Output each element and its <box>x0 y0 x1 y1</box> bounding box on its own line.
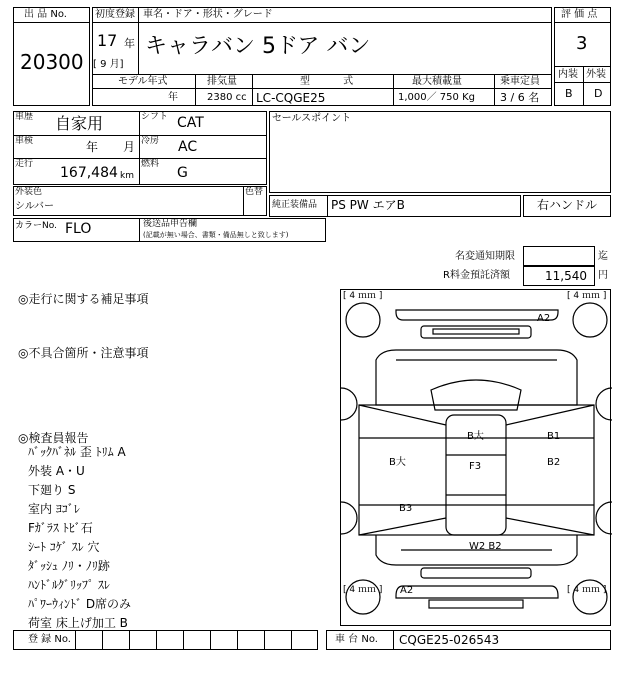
shift: CAT <box>177 115 204 131</box>
tire-fr-label: [ 4 ｍｍ ] <box>567 291 607 301</box>
color: シルバー <box>15 201 55 212</box>
displacement-label: 排気量 <box>207 76 237 87</box>
lot-number: 20300 <box>20 50 84 74</box>
year-unit: 年 <box>124 37 135 50</box>
history-label: 車歴 <box>15 112 34 122</box>
post-docs-label: 後送品申告欄 <box>143 219 198 229</box>
notice-label: 名変通知期限 <box>455 251 515 262</box>
recycle-unit: 円 <box>598 270 608 281</box>
mark-roof: B大 <box>467 431 484 442</box>
notice-box <box>523 246 595 266</box>
color-label: 外装色 <box>15 187 43 197</box>
mark-rear-bumper: A2 <box>400 585 414 596</box>
inspection-label: 車検 <box>15 136 34 146</box>
mark-front-bumper: A2 <box>537 313 551 324</box>
mileage-unit: km <box>120 171 134 181</box>
equipment: PS PW エアB <box>331 198 405 212</box>
lot-number-label: 出 品 No. <box>24 9 67 20</box>
color-no: FLO <box>65 221 92 237</box>
rear-grille <box>421 568 531 578</box>
max-load-label: 最大積載量 <box>412 76 462 87</box>
handle: 右ハンドル <box>537 198 598 212</box>
inspection-year: 年 <box>86 140 99 154</box>
ac: AC <box>178 139 198 155</box>
details-box <box>13 111 267 185</box>
mileage: 167,484 <box>60 165 118 181</box>
inspection-month: 月 <box>123 140 136 154</box>
list-item: ﾊﾝﾄﾞﾙｸﾞﾘｯﾌﾟ ｽﾚ <box>28 578 110 592</box>
defect-notes-label: ◎不具合箇所・注意事項 <box>18 346 149 360</box>
displacement: 2380 cc <box>207 92 247 103</box>
list-item: ﾊﾟﾜｰｳｨﾝﾄﾞ D席のみ <box>28 597 132 611</box>
rear-bumper <box>396 586 558 598</box>
reg-no-label: 登 録 No. <box>28 634 71 645</box>
mark-right-front: B1 <box>547 431 561 442</box>
recycle-label: R料金預託済額 <box>443 270 510 281</box>
chassis-label: 車 台 No. <box>335 634 378 645</box>
capacity: 3 / 6 名 <box>500 91 540 104</box>
sales-point-label: セールスポイント <box>272 113 352 124</box>
max-load: 1,000／ 750 Kg <box>398 92 475 103</box>
car-name: キャラバン 5ドア バン <box>145 34 371 59</box>
tire-fl-label: [ 4 ｍｍ ] <box>343 291 383 301</box>
fuel-label: 燃料 <box>141 159 160 169</box>
color-change-label: 色替 <box>245 187 264 197</box>
list-item: ﾊﾞｯｸﾊﾞﾈﾙ 歪 ﾄﾘﾑ A <box>28 445 126 459</box>
tire-rr-label: [ 4 ｍｍ ] <box>567 585 607 595</box>
car-name-label: 車名・ドア・形状・グレード <box>143 9 273 20</box>
shift-label: シフト <box>141 112 169 122</box>
tire-rl-label: [ 4 ｍｍ ] <box>343 585 383 595</box>
capacity-label: 乗車定員 <box>500 76 540 87</box>
car-diagram-box <box>340 289 611 626</box>
mark-right-mid: B2 <box>547 457 561 468</box>
grade-label: 評 価 点 <box>561 9 598 20</box>
type: LC-CQGE25 <box>256 91 326 105</box>
recycle: 11,540 <box>545 269 587 283</box>
list-item: 下廻り S <box>28 483 76 497</box>
inspector-report-label: ◎検査員報告 <box>18 431 89 445</box>
interior-grade-label: 内装 <box>558 69 578 80</box>
first-reg-year: 17 <box>97 31 118 50</box>
overall-grade: 3 <box>576 33 588 54</box>
ac-label: 冷房 <box>141 136 160 146</box>
history: 自家用 <box>55 114 104 133</box>
list-item: 外装 A・U <box>28 464 85 478</box>
list-item: Fｶﾞﾗｽ ﾄﾋﾞ石 <box>28 521 93 535</box>
post-docs-note: (記載が無い場合、書類・備品無しと致します) <box>143 231 289 239</box>
exterior-grade-label: 外装 <box>586 69 606 80</box>
color-no-label: カラーNo. <box>15 221 57 231</box>
tire-front-left <box>346 303 380 337</box>
front-grille <box>421 326 531 338</box>
list-item: 室内 ﾖｺﾞﾚ <box>28 502 80 516</box>
interior-grade: B <box>565 87 573 100</box>
mark-left-rear: B3 <box>399 503 413 514</box>
list-item: ｼｰﾄ ｺｹﾞ ｽﾚ 穴 <box>28 540 100 554</box>
type-label: 型 式 <box>300 76 354 87</box>
list-item: ﾀﾞｯｼｭ ﾉﾘ・ﾉﾘ跡 <box>28 559 110 573</box>
mark-rear: W2 B2 <box>469 541 502 552</box>
first-reg-month: [ 9 月] <box>93 59 124 70</box>
mileage-label: 走行 <box>15 159 34 169</box>
model-year-unit: 年 <box>168 92 178 103</box>
notice-unit: 迄 <box>598 251 608 262</box>
mark-center: F3 <box>469 461 482 472</box>
equipment-label: 純正装備品 <box>272 200 318 210</box>
exterior-grade: D <box>594 87 603 100</box>
fuel: G <box>177 165 188 181</box>
car-diagram <box>341 290 612 627</box>
front-bumper <box>396 310 558 320</box>
chassis-no: CQGE25-026543 <box>399 633 500 647</box>
first-reg-label: 初度登録 <box>95 9 135 20</box>
mark-left-front: B大 <box>389 457 406 468</box>
tire-front-right <box>573 303 607 337</box>
list-item: 荷室 床上げ加工 B <box>28 616 128 630</box>
drive-notes-label: ◎走行に関する補足事項 <box>18 292 149 306</box>
model-year-label: モデル年式 <box>118 76 168 87</box>
